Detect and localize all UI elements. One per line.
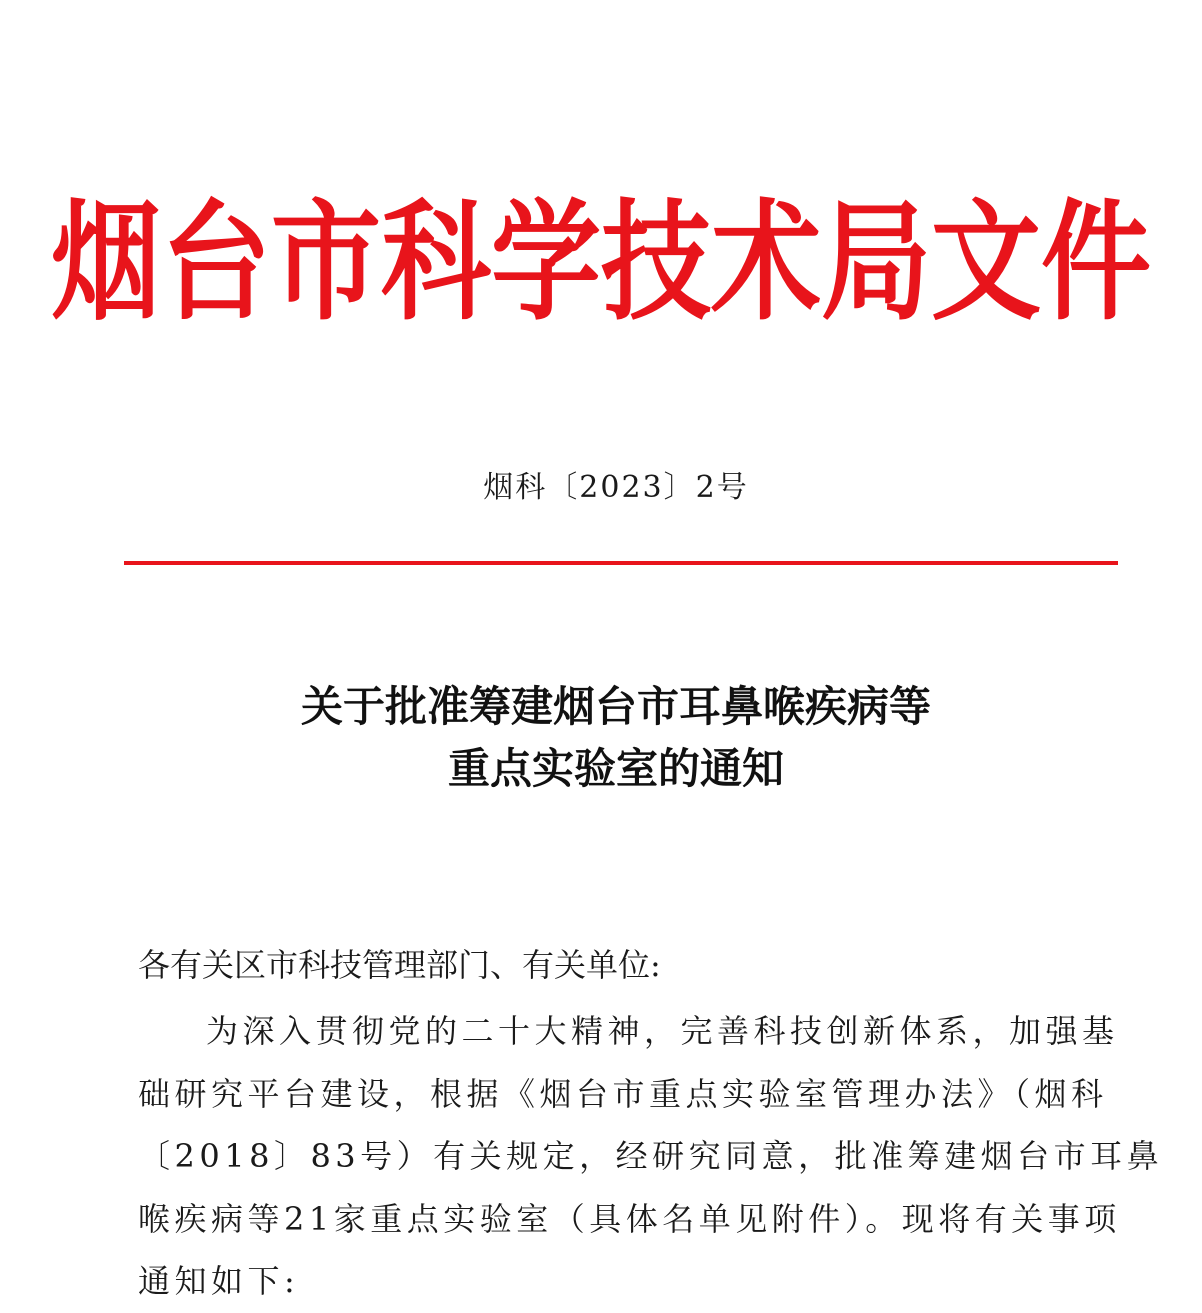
- paragraph-line: 喉疾病等21家重点实验室（具体名单见附件）。现将有关事项: [138, 1199, 1121, 1238]
- paragraph-line: 础研究平台建设，根据《烟台市重点实验室管理办法》（烟科: [138, 1074, 1108, 1113]
- salutation: 各有关区市科技管理部门、有关单位:: [138, 946, 661, 984]
- document-subject: [0, 676, 1202, 800]
- document-number: 烟科〔2023〕2号: [483, 470, 749, 505]
- paragraph-line: 通知如下:: [138, 1262, 300, 1301]
- red-divider-line: [124, 561, 1118, 565]
- paragraph-line: 〔2018〕83号）有关规定，经研究同意，批准筹建烟台市耳鼻: [138, 1137, 1164, 1176]
- paragraph-line: 为深入贯彻党的二十大精神，完善科技创新体系，加强基: [206, 1012, 1119, 1050]
- agency-header-title: 烟台市科学技术局文件: [51, 185, 1151, 338]
- subject-line-1: 关于批准筹建烟台市耳鼻喉疾病等: [300, 682, 931, 731]
- body-paragraph: [138, 1000, 1164, 1313]
- subject-line-2: 重点实验室的通知: [447, 744, 784, 793]
